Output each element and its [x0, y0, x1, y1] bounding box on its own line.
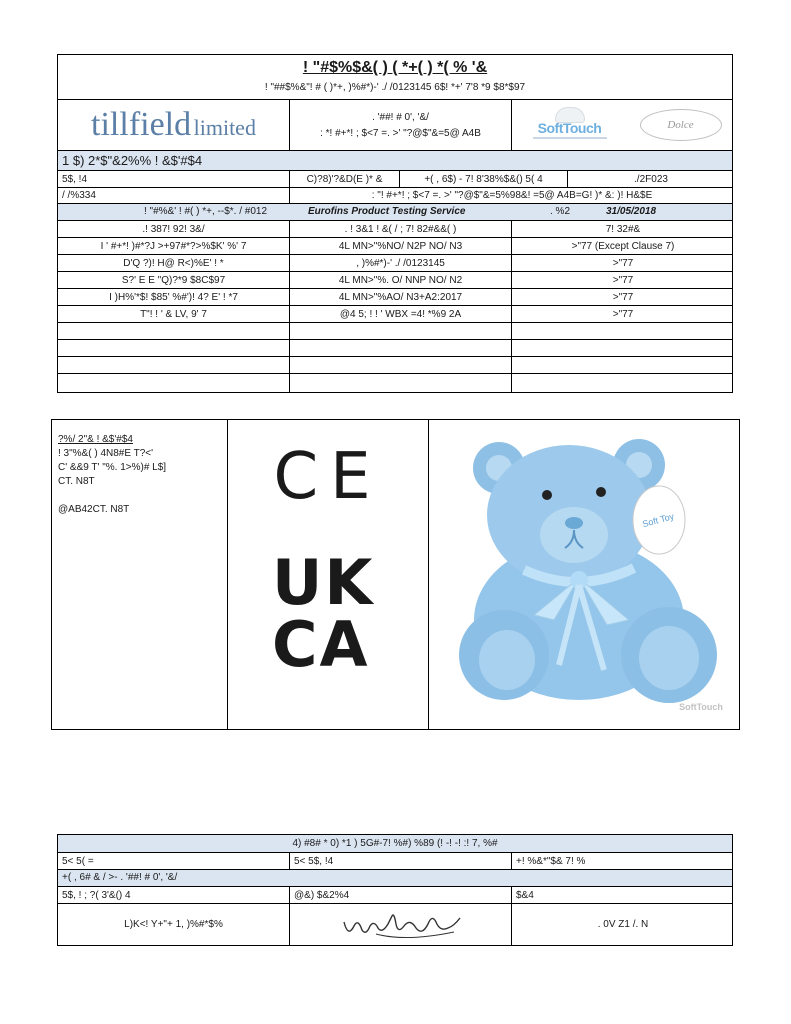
- address-cell: [290, 100, 512, 150]
- tillfield-logo-cell: [58, 100, 290, 150]
- teddy-bear-image: [429, 420, 739, 729]
- softtouch-watermark: SoftTouch: [679, 702, 723, 712]
- brand-row: [58, 100, 732, 151]
- description-value: : "! #+*! ; $<7 =. >' "?@$"&=5%98&! =5@ A4B=G! )* &: )! H&$E: [371, 190, 653, 201]
- declaration-row-4: [58, 904, 732, 945]
- marking-panel: [51, 419, 740, 730]
- product-label: 5$, !4: [58, 171, 290, 187]
- certificate-table: [57, 54, 733, 393]
- product-details-heading: 1 $) 2*$"&2%% ! &$'#$4: [62, 153, 203, 168]
- empty-row: [58, 374, 732, 392]
- test-lab-name: Eurofins Product Testing Service: [308, 206, 466, 217]
- marking-heading: ?%/ 2"& ! &$'#$4: [58, 434, 133, 445]
- marking-info-cell: [52, 420, 228, 729]
- ce-mark-icon: CE: [273, 440, 383, 514]
- test-lab-row: [58, 204, 732, 221]
- table-row: D'Q ?)! H@ R<)%E' ! * , )%#*)-' ./ /0123145 >"77: [58, 255, 732, 272]
- declaration-heading-row: [58, 835, 732, 853]
- tests-header-row: [58, 221, 732, 238]
- marking-line: CT. N8T: [58, 476, 95, 487]
- product-name: C)?8)'?&D(E )* &: [290, 171, 400, 187]
- empty-row: [58, 323, 732, 340]
- signatory-name: L)K<! Y+"+ 1, )%#*$%: [58, 904, 290, 945]
- declaration-heading: 4) #8# * 0) *1 ) 5G#-7! %#) %89 (! -! -! :! 7, %#: [292, 838, 498, 849]
- tillfield-logo: tillfield limited: [91, 106, 256, 143]
- bear-tag-text: Soft Toy: [641, 511, 676, 530]
- address-line-1: . '##! # 0', '&/: [372, 111, 429, 123]
- test-date-label: . %2: [550, 206, 571, 217]
- marking-line: C' &&9 T' "%. 1>%)# L$]: [58, 462, 167, 473]
- marking-line: @AB42CT. N8T: [58, 504, 130, 515]
- product-info-row: [58, 171, 732, 188]
- signature-date: . 0V Z1 /. N: [597, 919, 649, 930]
- product-details-heading-row: [58, 151, 732, 171]
- declaration-table: [57, 834, 733, 946]
- empty-row: [58, 340, 732, 357]
- description-row: [58, 188, 732, 204]
- test-date: 31/05/2018: [606, 206, 657, 217]
- table-row: I )H%'*$! $85' %#')! 4? E' ! *7 4L MN>"%AO/ N3+A2:2017 >"77: [58, 289, 732, 306]
- softtouch-logo: SoftTouch: [525, 107, 615, 143]
- signature-image: [336, 908, 466, 942]
- declaration-row-2: +( , 6# & / >- . '##! # 0', '&/: [58, 870, 732, 887]
- product-code-label: +( , 6$) - 7! 8'38%$&() 5( 4: [400, 171, 568, 187]
- ukca-mark-icon: UK CA: [272, 546, 375, 681]
- table-row: S?' E E "Q)?*9 $8C$97 4L MN>"%. O/ NNP NO/ N2 >"77: [58, 272, 732, 289]
- tests-header-standard: . ! 3&1 ! &( / ; 7! 82#&&( ): [290, 221, 512, 237]
- brand-logos-cell: [512, 100, 734, 150]
- description-label: / /%334: [58, 188, 290, 203]
- conformity-marks-cell: [228, 420, 429, 729]
- table-row: I ' #+*! )#*?J >+97#*?>%$K' %' 7 4L MN>"%NO/ N2P NO/ N3 >"77 (Except Clause 7): [58, 238, 732, 255]
- product-photo-cell: [429, 420, 739, 729]
- document-title: ! "#$%$&( ) ( *+( ) *( % '&: [302, 59, 488, 76]
- marking-line: ! 3"%&( ) 4N8#E T?<': [58, 448, 154, 459]
- dolce-logo: Dolce: [640, 109, 722, 141]
- title-row: [58, 55, 732, 100]
- table-row: T"! ! ' & LV, 9' 7 @4 5; ! ! ' WBX =4! *%9 2A >"77: [58, 306, 732, 323]
- declaration-row-3: 5$, ! ; ?( 3'&() 4 @&) $&2%4 $&4: [58, 887, 732, 904]
- test-lab-label: ! "#%&' ! #( ) *+, --$*. / #012: [144, 206, 268, 217]
- product-code: ./2F023: [634, 173, 668, 185]
- declaration-row-1: 5< 5( = 5< 5$, !4 +! %&*"$& 7! %: [58, 853, 732, 870]
- tests-header-result: 7! 32#&: [605, 223, 641, 235]
- signature-cell: [290, 904, 512, 945]
- tests-header-test: .! 387! 92! 3&/: [58, 221, 290, 237]
- document-subtitle: ! "##$%&"! # ( )*+, )%#*)-' ./ /0123145 6$! *+' 7'8 *9 $8*$97: [264, 82, 526, 93]
- empty-row: [58, 357, 732, 374]
- address-line-2: : *! #+*! ; $<7 =. >' "?@$"&=5@ A4B: [320, 127, 481, 139]
